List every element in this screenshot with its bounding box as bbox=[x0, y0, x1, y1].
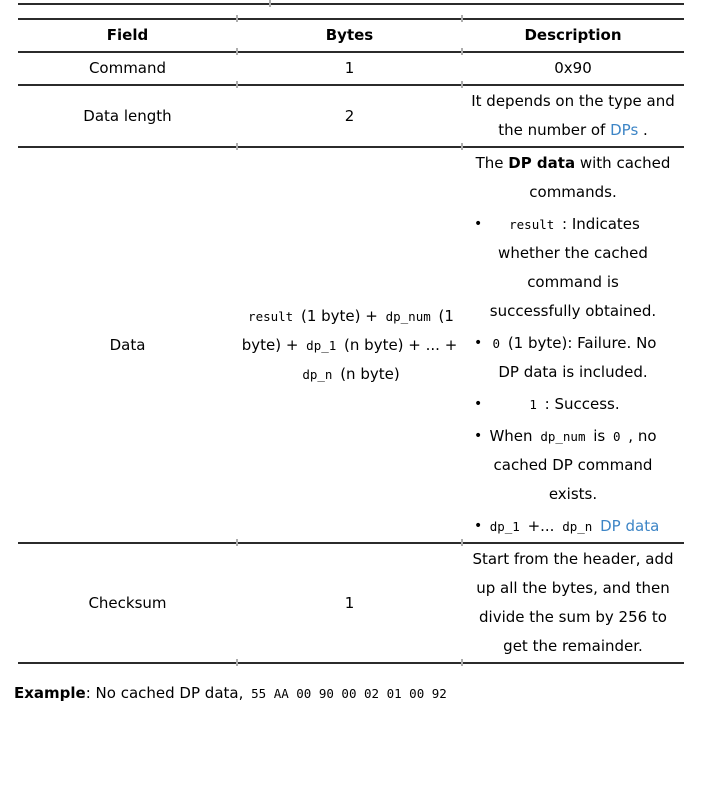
bullet-marker: • bbox=[474, 216, 483, 232]
cell-field: Data length bbox=[83, 106, 172, 125]
cell-bytes bbox=[237, 544, 462, 662]
table-row bbox=[18, 146, 684, 542]
bullet-item bbox=[466, 210, 680, 326]
text-run: (1 byte) + bbox=[241, 306, 454, 354]
block-text bbox=[466, 512, 680, 541]
text-run: : Success. bbox=[539, 395, 620, 413]
cell-description bbox=[462, 86, 684, 146]
cell-field: Command bbox=[88, 59, 167, 77]
paragraph bbox=[241, 302, 458, 389]
column-header-description: Description bbox=[524, 26, 622, 44]
inline-code: 0 bbox=[613, 429, 621, 444]
column-header-bytes: Bytes bbox=[325, 26, 374, 44]
bold-text: DP data bbox=[508, 154, 576, 172]
cell-bytes bbox=[237, 53, 462, 84]
text-run: (n byte) bbox=[335, 364, 400, 383]
block-text bbox=[554, 59, 592, 77]
dp-data-link[interactable]: DP data bbox=[600, 517, 660, 535]
text-run: (n byte) + ... + bbox=[339, 335, 458, 354]
inline-code: dp_1 bbox=[489, 519, 520, 534]
bullet-item bbox=[466, 390, 680, 419]
block-text bbox=[466, 422, 680, 509]
text-run: (1 byte) + bbox=[296, 306, 383, 325]
block-text bbox=[466, 390, 680, 419]
text-run: When bbox=[489, 427, 538, 445]
inline-code: dp_n bbox=[562, 519, 593, 534]
inline-code: dp_1 bbox=[306, 337, 337, 353]
text-run: is bbox=[588, 427, 610, 445]
paragraph bbox=[466, 545, 680, 661]
cell-description bbox=[462, 53, 684, 84]
inline-code: result bbox=[509, 217, 555, 232]
dps-link[interactable]: DPs bbox=[610, 121, 639, 139]
table-top-rule bbox=[18, 3, 684, 18]
inline-code: 1 bbox=[529, 397, 537, 412]
example-line bbox=[14, 679, 710, 708]
bullet-marker: • bbox=[474, 518, 483, 534]
bullet-item bbox=[466, 512, 680, 541]
cell-description bbox=[462, 148, 684, 542]
block-text bbox=[345, 107, 355, 125]
bullet-marker: • bbox=[474, 396, 483, 412]
text-run: 0x90 bbox=[554, 59, 592, 77]
inline-code: result bbox=[248, 308, 294, 324]
example-text: : No cached DP data, bbox=[85, 684, 249, 702]
example-hex-code: 55 AA 00 90 00 02 01 00 92 bbox=[251, 686, 447, 701]
inline-code: dp_num bbox=[385, 308, 431, 324]
paragraph bbox=[466, 149, 680, 207]
text-run: The bbox=[475, 154, 509, 172]
table-row bbox=[18, 84, 684, 146]
cell-field: Data bbox=[109, 335, 146, 354]
paragraph bbox=[241, 102, 458, 131]
block-text bbox=[242, 307, 458, 383]
table-bottom-rule bbox=[18, 662, 684, 664]
example-label: Example bbox=[14, 684, 86, 702]
table-header-row bbox=[18, 18, 684, 51]
text-run: (1 byte): Failure. No DP data is included. bbox=[498, 334, 657, 381]
text-run: with cached commands. bbox=[529, 154, 671, 201]
paragraph bbox=[466, 87, 680, 145]
text-run: . bbox=[638, 121, 648, 139]
inline-code: 0 bbox=[492, 336, 501, 351]
text-run: 2 bbox=[344, 106, 355, 125]
cell-description bbox=[462, 544, 684, 662]
protocol-table bbox=[18, 3, 684, 664]
table-row bbox=[18, 542, 684, 662]
inline-code: dp_n bbox=[302, 366, 333, 382]
block-text bbox=[466, 210, 680, 326]
paragraph bbox=[466, 54, 680, 83]
paragraph bbox=[241, 589, 458, 618]
block-text bbox=[466, 329, 680, 387]
inline-code: dp_num bbox=[540, 429, 586, 444]
block-text bbox=[472, 550, 673, 655]
text-run: : Indicates whether the cached command is successfully obtained. bbox=[489, 215, 657, 320]
text-run: 1 bbox=[344, 593, 355, 612]
block-text bbox=[476, 154, 671, 201]
block-text bbox=[345, 59, 355, 77]
bullet-marker: • bbox=[474, 335, 483, 351]
text-run: , no cached DP command exists. bbox=[493, 427, 657, 503]
bullet-item bbox=[466, 329, 680, 387]
block-text bbox=[471, 92, 675, 139]
cell-bytes bbox=[237, 86, 462, 146]
cell-bytes bbox=[237, 148, 462, 542]
column-tick bbox=[269, 0, 271, 7]
block-text bbox=[345, 594, 355, 612]
text-run: 1 bbox=[344, 59, 355, 77]
text-run: Start from the header, add up all the bytes, and then divide the sum by 256 to get the remainder. bbox=[472, 550, 674, 655]
text-run: +... bbox=[522, 517, 560, 535]
bullet-marker: • bbox=[474, 428, 483, 444]
column-header-field: Field bbox=[106, 26, 149, 44]
text-run: It depends on the type and the number of bbox=[471, 92, 675, 139]
paragraph bbox=[241, 54, 458, 83]
table-row bbox=[18, 51, 684, 84]
cell-field: Checksum bbox=[88, 593, 167, 612]
bullet-item bbox=[466, 422, 680, 509]
